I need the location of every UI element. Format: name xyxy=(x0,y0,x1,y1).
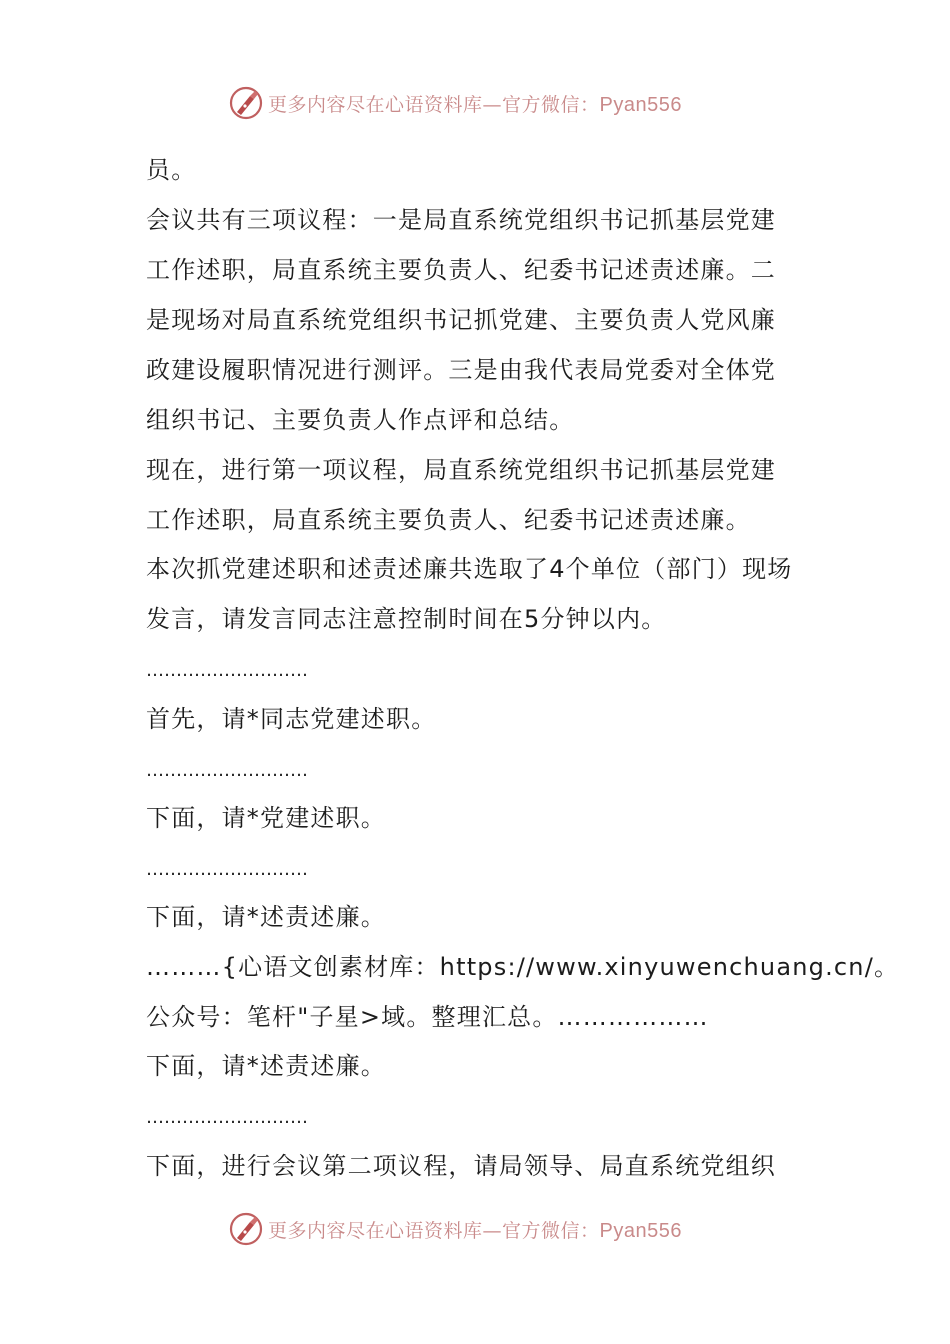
paragraph-line: 工作述职，局直系统主要负责人、纪委书记述责述廉。 xyxy=(146,506,751,534)
pen-nib-logo-icon xyxy=(228,1211,264,1247)
paragraph-line: 下面，请*党建述职。 xyxy=(146,804,386,832)
paragraph-line: 工作述职，局直系统主要负责人、纪委书记述责述廉。二 xyxy=(146,256,776,284)
paragraph-line: 下面，请*述责述廉。 xyxy=(146,1052,386,1080)
pen-nib-logo-icon xyxy=(228,85,264,121)
paragraph-line: 下面，请*述责述廉。 xyxy=(146,903,386,931)
source-note-line: 公众号：笔杆"子星>域。整理汇总。……………… xyxy=(146,1003,709,1031)
footer-watermark xyxy=(228,1209,748,1249)
ellipsis-separator: ……………………… xyxy=(146,859,308,880)
paragraph-line: 政建设履职情况进行测评。三是由我代表局党委对全体党 xyxy=(146,356,776,384)
paragraph-line: 组织书记、主要负责人作点评和总结。 xyxy=(146,406,575,434)
ellipsis-separator: ……………………… xyxy=(146,760,308,781)
paragraph-line: 会议共有三项议程：一是局直系统党组织书记抓基层党建 xyxy=(146,206,776,234)
ellipsis-separator: ……………………… xyxy=(146,660,308,681)
watermark-text: 更多内容尽在心语资料库—官方微信：Pyan556 xyxy=(268,1219,682,1242)
paragraph-line: 发言，请发言同志注意控制时间在5分钟以内。 xyxy=(146,605,667,633)
paragraph-line: 下面，进行会议第二项议程，请局领导、局直系统党组织 xyxy=(146,1152,776,1180)
watermark-text: 更多内容尽在心语资料库—官方微信：Pyan556 xyxy=(268,93,682,116)
paragraph-line: 是现场对局直系统党组织书记抓党建、主要负责人党风廉 xyxy=(146,306,776,334)
paragraph-line: 本次抓党建述职和述责述廉共选取了4个单位（部门）现场 xyxy=(146,555,793,583)
header-watermark xyxy=(228,83,748,123)
paragraph-line: 首先，请*同志党建述职。 xyxy=(146,705,437,733)
ellipsis-separator: ……………………… xyxy=(146,1107,308,1128)
paragraph-line: 现在，进行第一项议程，局直系统党组织书记抓基层党建 xyxy=(146,456,776,484)
paragraph-line: 员。 xyxy=(146,156,197,184)
source-note-line: ………{心语文创素材库：https://www.xinyuwenchuang.cn/。 xyxy=(146,953,900,981)
